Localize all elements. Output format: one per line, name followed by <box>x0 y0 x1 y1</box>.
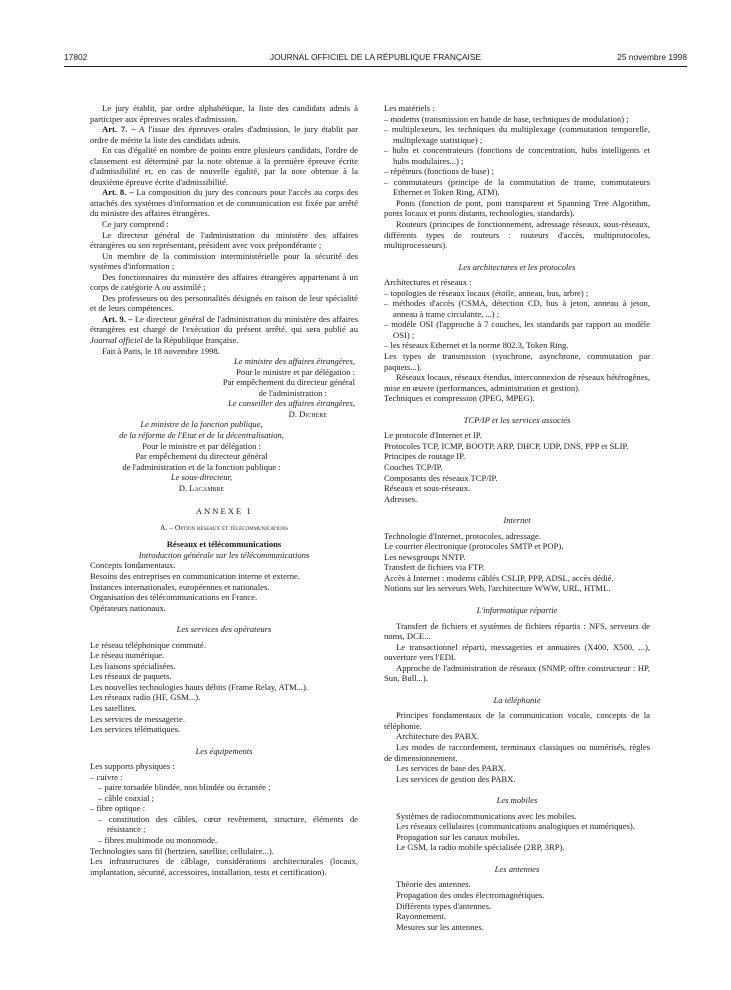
list-item: Transfert de fichiers via FTP. <box>384 562 485 573</box>
list-item: Le réseau téléphonique commuté. <box>90 639 206 650</box>
journal-officiel-ref: Journal officiel <box>90 335 143 346</box>
list-item: Le protocole d'Internet et IP. <box>384 430 482 441</box>
subsection-heading: L'informatique répartie <box>476 604 558 615</box>
list-item: Opérateurs nationaux. <box>90 602 166 613</box>
list-item: Organisation des télécommunications en France. <box>90 592 258 603</box>
paragraph: En cas d'égalité en nombre de points entre plusieurs candidats, l'ordre de classement est déterminé par la note obtenue à la première épreuve écrite d'admissibilité et, en cas de nouvelle égalité, par la note obtenue à la deuxième épreuve écrite d'admissibilité. <box>90 145 358 187</box>
signatory-title: de la réforme de l'Etat et de la décentralisation, <box>119 429 284 440</box>
article-text: de la République française. <box>142 335 239 346</box>
section-title <box>90 539 358 550</box>
list-item: Approche de l'administration de réseaux (SNMP, offre constructeur : HP, Sun, Bull...). <box>384 662 650 684</box>
signature-line: Par empêchement du directeur général <box>222 377 355 388</box>
article-label: Art. 9. – <box>102 313 133 324</box>
list-item: Les services de gestion des PABX. <box>396 773 516 784</box>
list-item: Transfert de fichiers et systèmes de fichiers répartis : NFS, serveurs de noms, DCE... <box>384 620 650 642</box>
paragraph: Le jury établit, par ordre alphabétique, la liste des candidats admis à participer aux épreuves orales d'admission. <box>90 103 358 124</box>
list-item: – modèle OSI (l'approche à 7 couches, les standards par rapport au modèle OSI) ; <box>384 319 650 340</box>
list-item: Le transactionnel réparti, messageries et annuaires (X400, X500, ...), ouverture vers l'EDI. <box>384 641 650 663</box>
article-text: La composition du jury des concours pour l'accès au corps des attachés des systèmes d'information et de communication est fixée par arrêté du ministre des affaires étrangères. <box>90 187 358 219</box>
option-title: A. – Option réseaux et télécommunications <box>159 522 289 532</box>
list-item: Notions sur les serveurs Web, l'architecture WWW, URL, HTML. <box>384 583 611 594</box>
list-item: – topologies de réseaux locaux (étoile, anneau, bus, arbre) ; <box>384 287 589 298</box>
list-item: – modems (transmission en bande de base, techniques de modulation) ; <box>384 113 629 124</box>
left-column <box>90 103 358 877</box>
article-8 <box>90 187 358 219</box>
list-item: Les supports physiques : <box>90 761 175 772</box>
list-item: Le courrier électronique (protocoles SMTP et POP). <box>384 541 564 552</box>
list-item: – hubs et concentrateurs (fonctions de concentration, hubs intelligents et hubs modulaires...) ; <box>384 145 650 166</box>
signature-line: Le conseiller des affaires étrangères, <box>227 398 355 409</box>
signatory-name: D. Dichere <box>288 408 327 419</box>
list-item: – fibres multimode ou monomode. <box>98 835 218 845</box>
list-item: Le réseau numérique. <box>90 650 165 661</box>
list-item: – les réseaux Ethernet et la norme 802.3, Token Ring. <box>384 340 569 351</box>
list-item: Les modes de raccordement, terminaux classiques ou numérisés, règles de dimensionnement. <box>384 741 650 763</box>
subsection-heading: Les antennes <box>494 863 540 874</box>
list-item: Les réseaux de paquets. <box>90 671 172 682</box>
list-item: Les services télématiques. <box>90 724 180 735</box>
paragraph: Des professeurs ou des personnalités désignés en raison de leur spécialité et de leurs compétences. <box>90 292 358 314</box>
article-9 <box>90 314 358 346</box>
list-item: – commutateurs (principe de la commutation de trame, commutateurs Ethernet et Token Ring, ATM). <box>384 176 650 198</box>
list-item: Différents types d'antennes. <box>396 900 492 911</box>
paragraph: Un membre de la commission interministérielle pour la sécurité des systèmes d'information ; <box>90 250 358 272</box>
section-title-text: Réseaux et télécommunications <box>166 539 282 550</box>
article-7 <box>90 124 358 145</box>
signature-block-1 <box>90 356 358 419</box>
list-item: – cuivre : <box>90 771 123 782</box>
list-item: Protocoles TCP, ICMP, BOOTP, ARP, DHCP, UDP, DNS, PPP et SLIP. <box>384 440 629 451</box>
list-item: Principes fondamentaux de la communication vocale, concepts de la téléphonie. <box>384 710 650 731</box>
list-item: Adresses. <box>384 493 418 504</box>
list-item: Les réseaux radio (HF, GSM...). <box>90 692 201 703</box>
list-item: Technologie d'Internet, protocoles, adressage. <box>384 530 542 541</box>
article-text: Le directeur général de l'administration du ministère des affaires étrangères est chargé de l'exécution du présent arrêté, qui sera publié au <box>90 313 359 335</box>
signatory-name: D. Lacambre <box>178 482 225 493</box>
list-item: Besoins des entreprises en communication interne et externe. <box>90 570 301 581</box>
list-item: Les services de base des PABX. <box>396 763 506 774</box>
paragraph: Le directeur général de l'administration du ministère des affaires étrangères ou son représentant, président avec voix prépondérante ; <box>90 229 358 251</box>
list-item: Propagation sur les canaux mobiles. <box>396 831 520 842</box>
list-item: Architecture des PABX. <box>396 731 479 742</box>
list-item: – méthodes d'accès (CSMA, détection CD, bus à jeton, anneau à jeton, anneau à trame circulante, ...) ; <box>384 298 650 319</box>
list-item: Propagation des ondes électromagnétiques. <box>396 890 545 900</box>
issue-date: 25 novembre 1998 <box>617 52 687 62</box>
signature-line: Pour le ministre et par délégation : <box>236 366 355 377</box>
signatory-title: Le ministre des affaires étrangères, <box>233 356 355 367</box>
list-item: Le GSM, la radio mobile spécialisée (2RP, 3RP). <box>396 842 565 853</box>
signing-date: Fait à Paris, le 18 novembre 1998. <box>102 345 220 356</box>
subsection-heading: Les mobiles <box>496 795 538 806</box>
paragraph: Routeurs (principes de fonctionnement, adressage réseaux, sous-réseaux, différents types de routeurs : routeurs d'accès, multiprotocoles, multiprocesseurs). <box>384 219 650 251</box>
subsection-heading: Les équipements <box>195 745 253 756</box>
subsection-heading: La téléphonie <box>493 694 541 705</box>
list-item: Accès à Internet : modems câblés CSLIP, PPP, ADSL, accès dédié. <box>384 572 614 583</box>
subsection-heading: Les services des opérateurs <box>176 624 272 635</box>
signature-line: Le sous-directeur, <box>170 472 233 483</box>
equipment-list <box>90 761 358 877</box>
list-item: Couches TCP/IP. <box>384 461 443 472</box>
article-text: A l'issue des épreuves orales d'admission, le jury établit par ordre de mérite la liste des candidats admis. <box>90 124 358 145</box>
list-item: Les liaisons spécialisées. <box>90 660 176 671</box>
signature-line: Pour le ministre et par délégation : <box>142 440 261 451</box>
signatory-title: Le ministre de la fonction publique, <box>140 419 263 430</box>
list-item: Instances internationales, européennes et nationales. <box>90 581 270 592</box>
subsection-heading: Introduction générale sur les télécommunications <box>138 549 310 560</box>
signature-line: de l'administration : <box>258 387 327 398</box>
signature-line: Par empêchement du directeur général <box>135 451 268 462</box>
list-item: – répéteurs (fonctions de base) ; <box>384 166 495 177</box>
subsection-heading: Les architectures et les protocoles <box>458 261 576 272</box>
list-item: Théorie des antennes. <box>396 879 471 890</box>
list-item: – fibre optique : <box>90 803 146 814</box>
signature-line: de l'administration et de la fonction publique : <box>122 461 281 472</box>
list-item: Les satellites. <box>90 702 137 713</box>
list-item: Composants des réseaux TCP/IP. <box>384 472 498 483</box>
article-label: Art. 7. – <box>102 124 136 135</box>
list-item: Les réseaux cellulaires (communications analogiques et numériques). <box>396 821 635 832</box>
list-item: Rayonnement. <box>396 911 446 922</box>
subsection-heading: Internet <box>503 515 531 526</box>
list-item: Les newsgroups NNTP. <box>384 551 466 562</box>
intro-list <box>90 560 358 613</box>
paragraph: Ce jury comprend : <box>102 219 169 230</box>
subsection-heading: TCP/IP et les services associés <box>463 414 571 425</box>
paragraph: Les types de transmission (synchrone, asynchrone, commutation par paquets...). <box>384 351 650 372</box>
header-rule <box>64 66 687 67</box>
list-item: Réseaux et sous-réseaux. <box>384 483 471 494</box>
list-item: Les services de messagerie. <box>90 713 185 724</box>
signature-block-2 <box>90 419 309 493</box>
right-column <box>384 103 650 932</box>
list-item: Principes de routage IP. <box>384 451 466 462</box>
list-item: Les infrastructures de câblage, considérations architecturales (locaux, implantation, sécurité, accessoires, installation, tests et certification). <box>90 856 358 877</box>
list-item: – paire torsadée blindée, non blindée ou écrantée ; <box>98 782 271 793</box>
paragraph: Les matériels : <box>384 103 435 113</box>
list-item: – constitution des câbles, cœur revêtement, structure, éléments de résistance ; <box>98 813 358 835</box>
journal-title: JOURNAL OFFICIEL DE LA RÉPUBLIQUE FRANÇAISE <box>269 52 482 62</box>
list-item: Technologies sans fil (hertzien, satellite, cellulaire...). <box>90 845 274 856</box>
list-item: Mesures sur les antennes. <box>396 921 484 932</box>
paragraph: Techniques et compression (JPEG, MPEG). <box>384 393 535 404</box>
article-label: Art. 8. – <box>102 187 134 198</box>
paragraph: Architectures et réseaux : <box>384 277 472 288</box>
page-number: 17802 <box>64 52 88 62</box>
services-list <box>90 640 358 735</box>
annex-title: ANNEXE I <box>195 506 253 517</box>
paragraph: Ponts (fonction de pont, pont transparent et Spanning Tree Algorithm, ponts locaux et ponts distants, technologies, standards). <box>384 197 650 219</box>
list-item: Systèmes de radiocommunications avec les mobiles. <box>396 810 577 821</box>
list-item: Les nouvelles technologies hauts débits (Frame Relay, ATM...). <box>90 681 309 692</box>
list-item: – câble coaxial ; <box>98 792 155 803</box>
list-item: – multiplexeurs, les techniques du multiplexage (commutation temporelle, multiplexage statistique) ; <box>384 124 650 145</box>
paragraph: Des fonctionnaires du ministère des affaires étrangères appartenant à un corps de catégorie A ou assimilé ; <box>90 271 358 293</box>
list-item: Concepts fondamentaux. <box>90 560 176 571</box>
paragraph: Réseaux locaux, réseaux étendus, interconnexion de réseaux hétérogènes, mise en œuvre (performances, administration et gestion). <box>384 372 650 393</box>
